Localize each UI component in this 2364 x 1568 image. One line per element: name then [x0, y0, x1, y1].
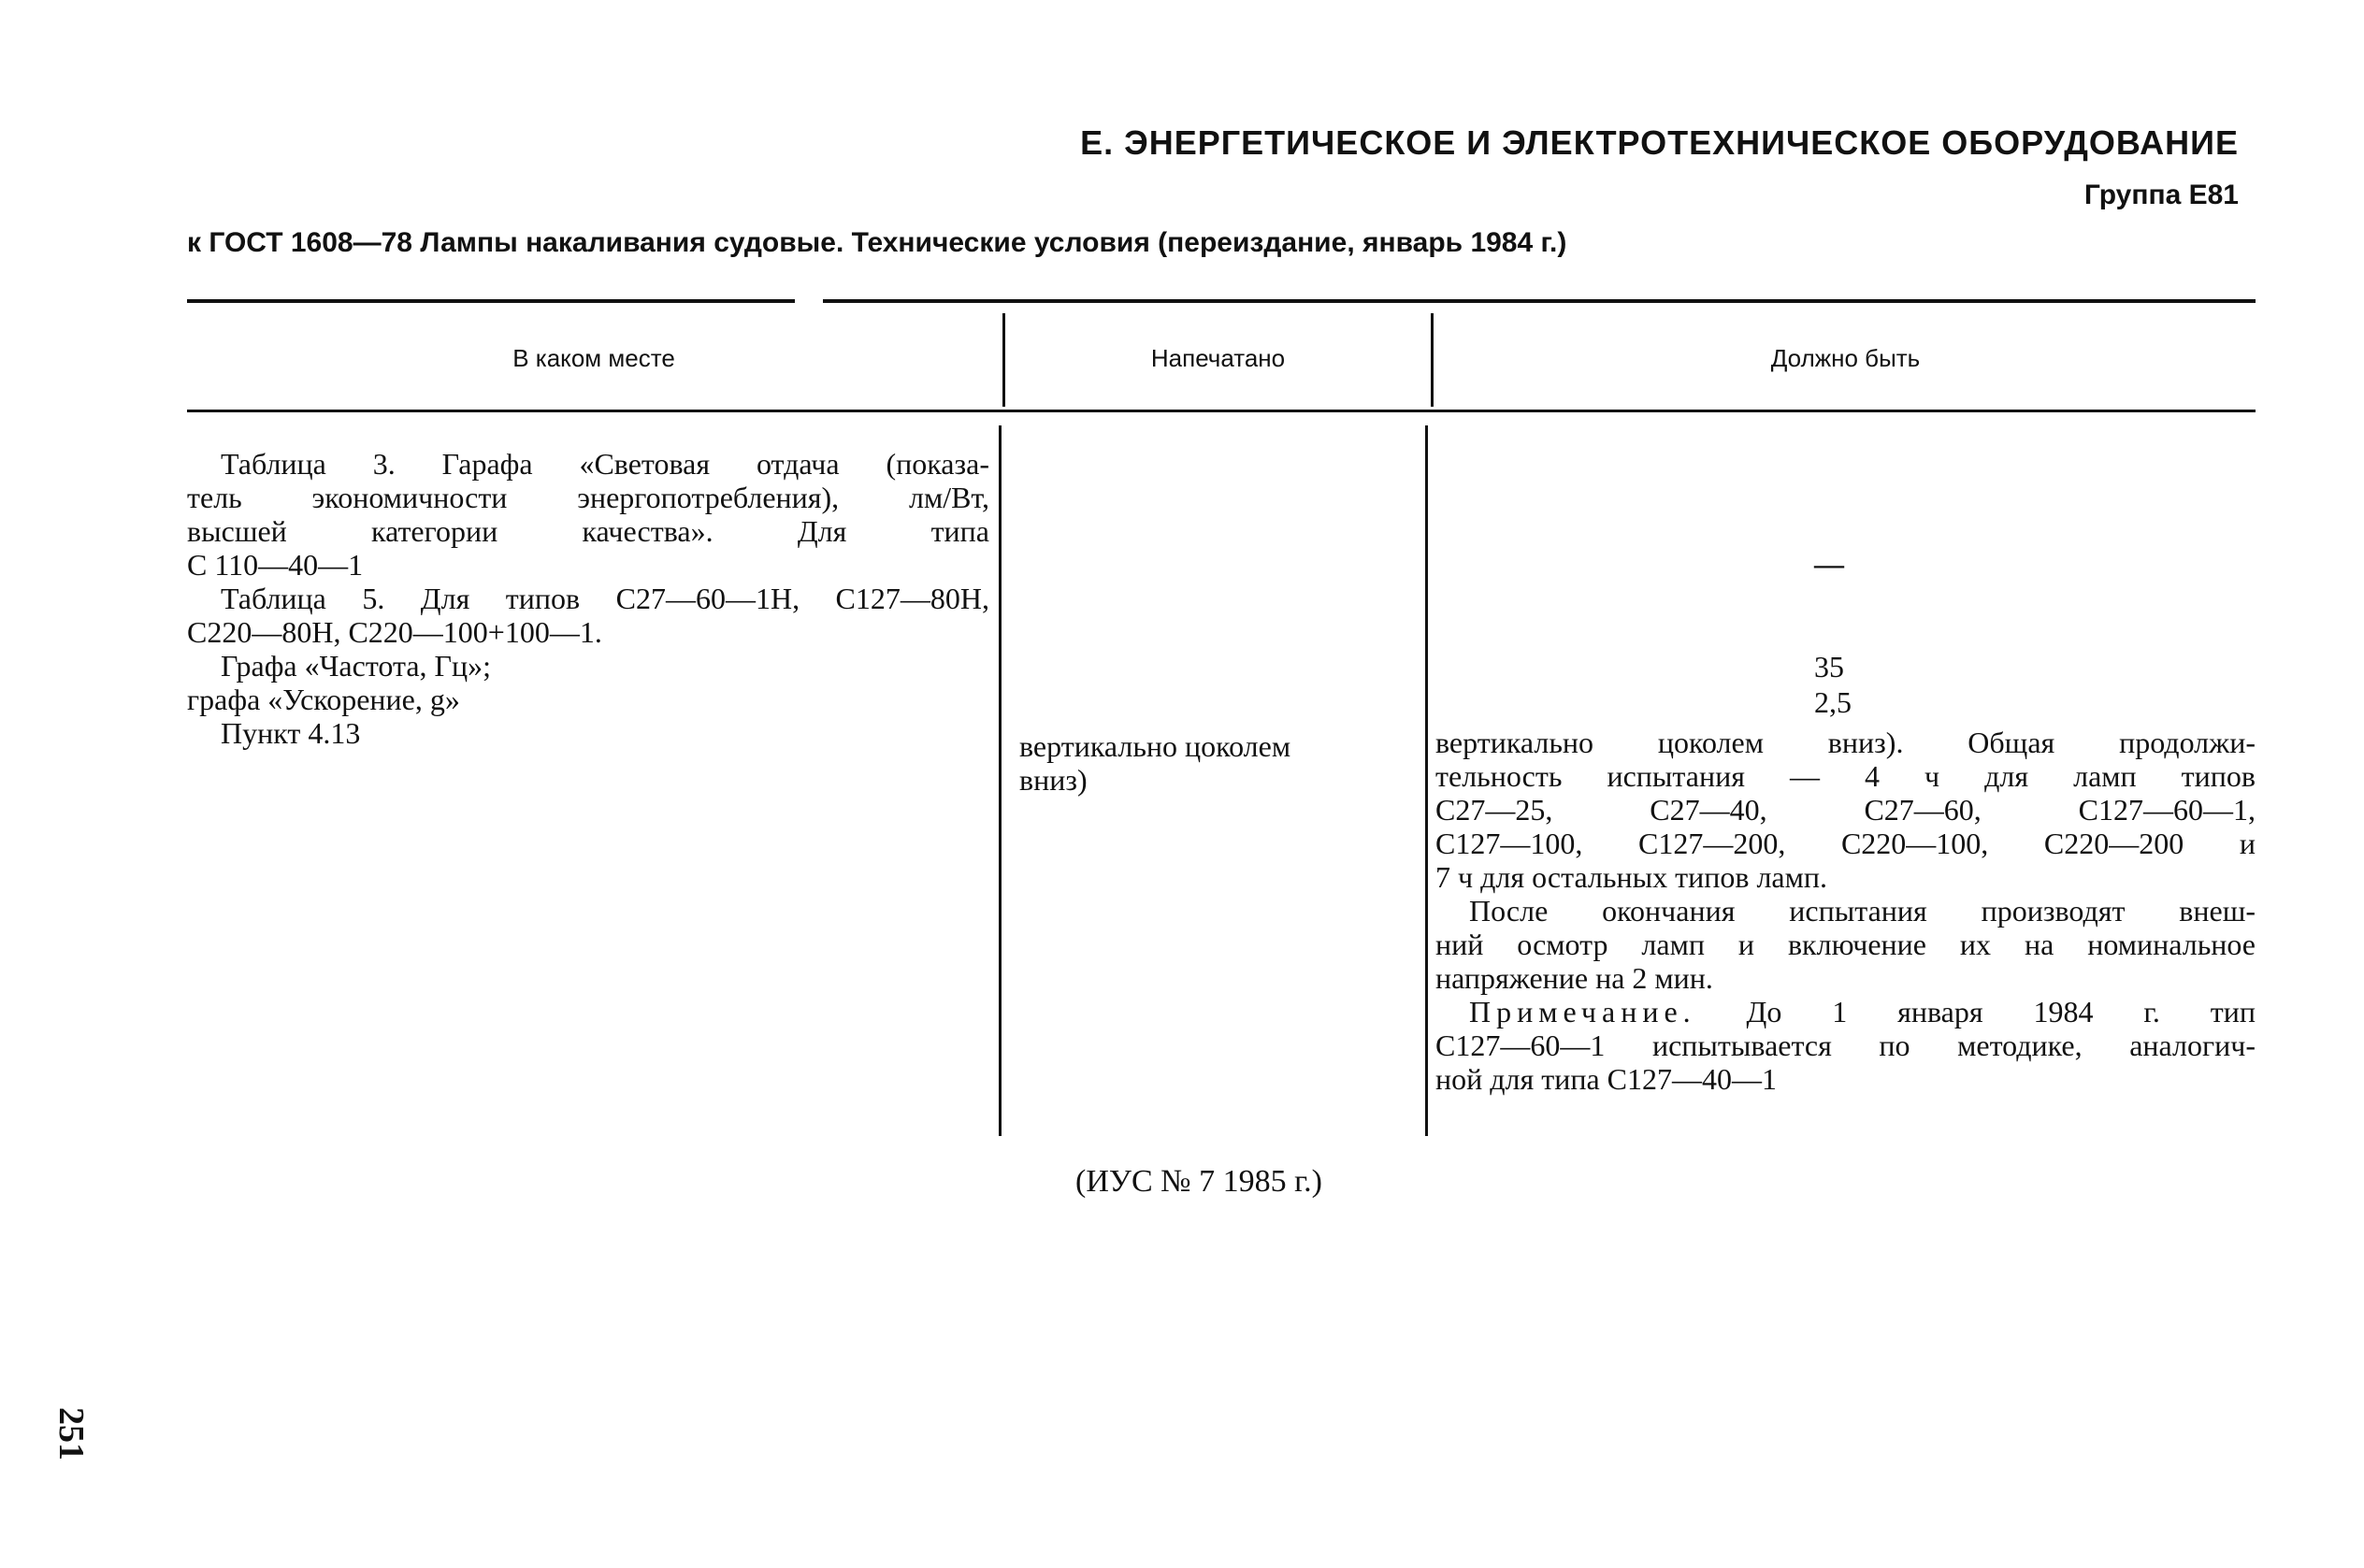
column-header-should-be: Должно быть: [1770, 344, 1921, 372]
should-be-line: С27—25, С27—40, С27—60, С127—60—1,: [1435, 793, 2256, 827]
group-label: Группа Е81: [2083, 180, 2239, 210]
page-number: 251: [51, 1407, 91, 1460]
should-be-line: напряжение на 2 мин.: [1435, 961, 1713, 995]
printed-line: вниз): [1019, 763, 1088, 797]
header-rule: [187, 410, 2256, 412]
location-line: Таблица 3. Гарафа «Световая отдача (показа-: [221, 447, 989, 481]
divider-body-2: [1425, 425, 1428, 1136]
divider-header-2: [1431, 313, 1434, 407]
column-header-location: В каком месте: [512, 344, 675, 372]
should-be-dash: —: [1814, 547, 1844, 581]
should-be-cell: [1435, 726, 2256, 1096]
top-rule-left: [187, 299, 795, 303]
document-subtitle: к ГОСТ 1608—78 Лампы накаливания судовые. Технические условия (переиздание, январь 1984 г.): [187, 227, 1567, 258]
should-be-line: 7 ч для остальных типов ламп.: [1435, 860, 1827, 894]
location-line: графа «Ускорение, g»: [187, 683, 460, 716]
should-be-line: вертикально цоколем вниз). Общая продолжи-: [1435, 726, 2256, 759]
divider-body-1: [999, 425, 1002, 1136]
location-line: С 110—40—1: [187, 548, 364, 582]
location-line: тель экономичности энергопотребления), лм/Вт,: [187, 481, 989, 514]
should-be-line: С127—60—1 испытывается по методике, аналогич-: [1435, 1029, 2256, 1062]
should-be-note-line: [1435, 995, 2256, 1029]
note-text: До 1 января 1984 г. тип: [1695, 995, 2256, 1029]
top-rule-right: [823, 299, 2256, 303]
location-line: высшей категории качества». Для типа: [187, 514, 989, 548]
printed-line: вертикально цоколем: [1019, 729, 1291, 763]
source-reference: (ИУС № 7 1985 г.): [1075, 1164, 1322, 1199]
location-line: Таблица 5. Для типов С27—60—1Н, С127—80Н,: [221, 582, 989, 615]
location-cell: [187, 447, 989, 750]
printed-cell: [1019, 729, 1412, 797]
note-label: Примечание.: [1469, 995, 1696, 1029]
should-be-line: С127—100, С127—200, С220—100, С220—200 и: [1435, 827, 2256, 860]
location-line: Пункт 4.13: [221, 716, 361, 750]
location-line: Графа «Частота, Гц»;: [221, 649, 492, 683]
column-header-printed: Напечатано: [1150, 344, 1286, 372]
section-heading: Е. ЭНЕРГЕТИЧЕСКОЕ И ЭЛЕКТРОТЕХНИЧЕСКОЕ ОБОРУДОВАНИЕ: [1080, 123, 2239, 162]
should-be-frequency: 35: [1814, 650, 1844, 683]
should-be-acceleration: 2,5: [1814, 685, 1852, 719]
should-be-line: ной для типа С127—40—1: [1435, 1062, 1777, 1096]
should-be-line: тельность испытания — 4 ч для ламп типов: [1435, 759, 2256, 793]
should-be-line: После окончания испытания производят внеш-: [1469, 894, 2256, 928]
divider-header-1: [1002, 313, 1005, 407]
location-line: С220—80Н, С220—100+100—1.: [187, 615, 602, 649]
should-be-line: ний осмотр ламп и включение их на номинальное: [1435, 928, 2256, 961]
